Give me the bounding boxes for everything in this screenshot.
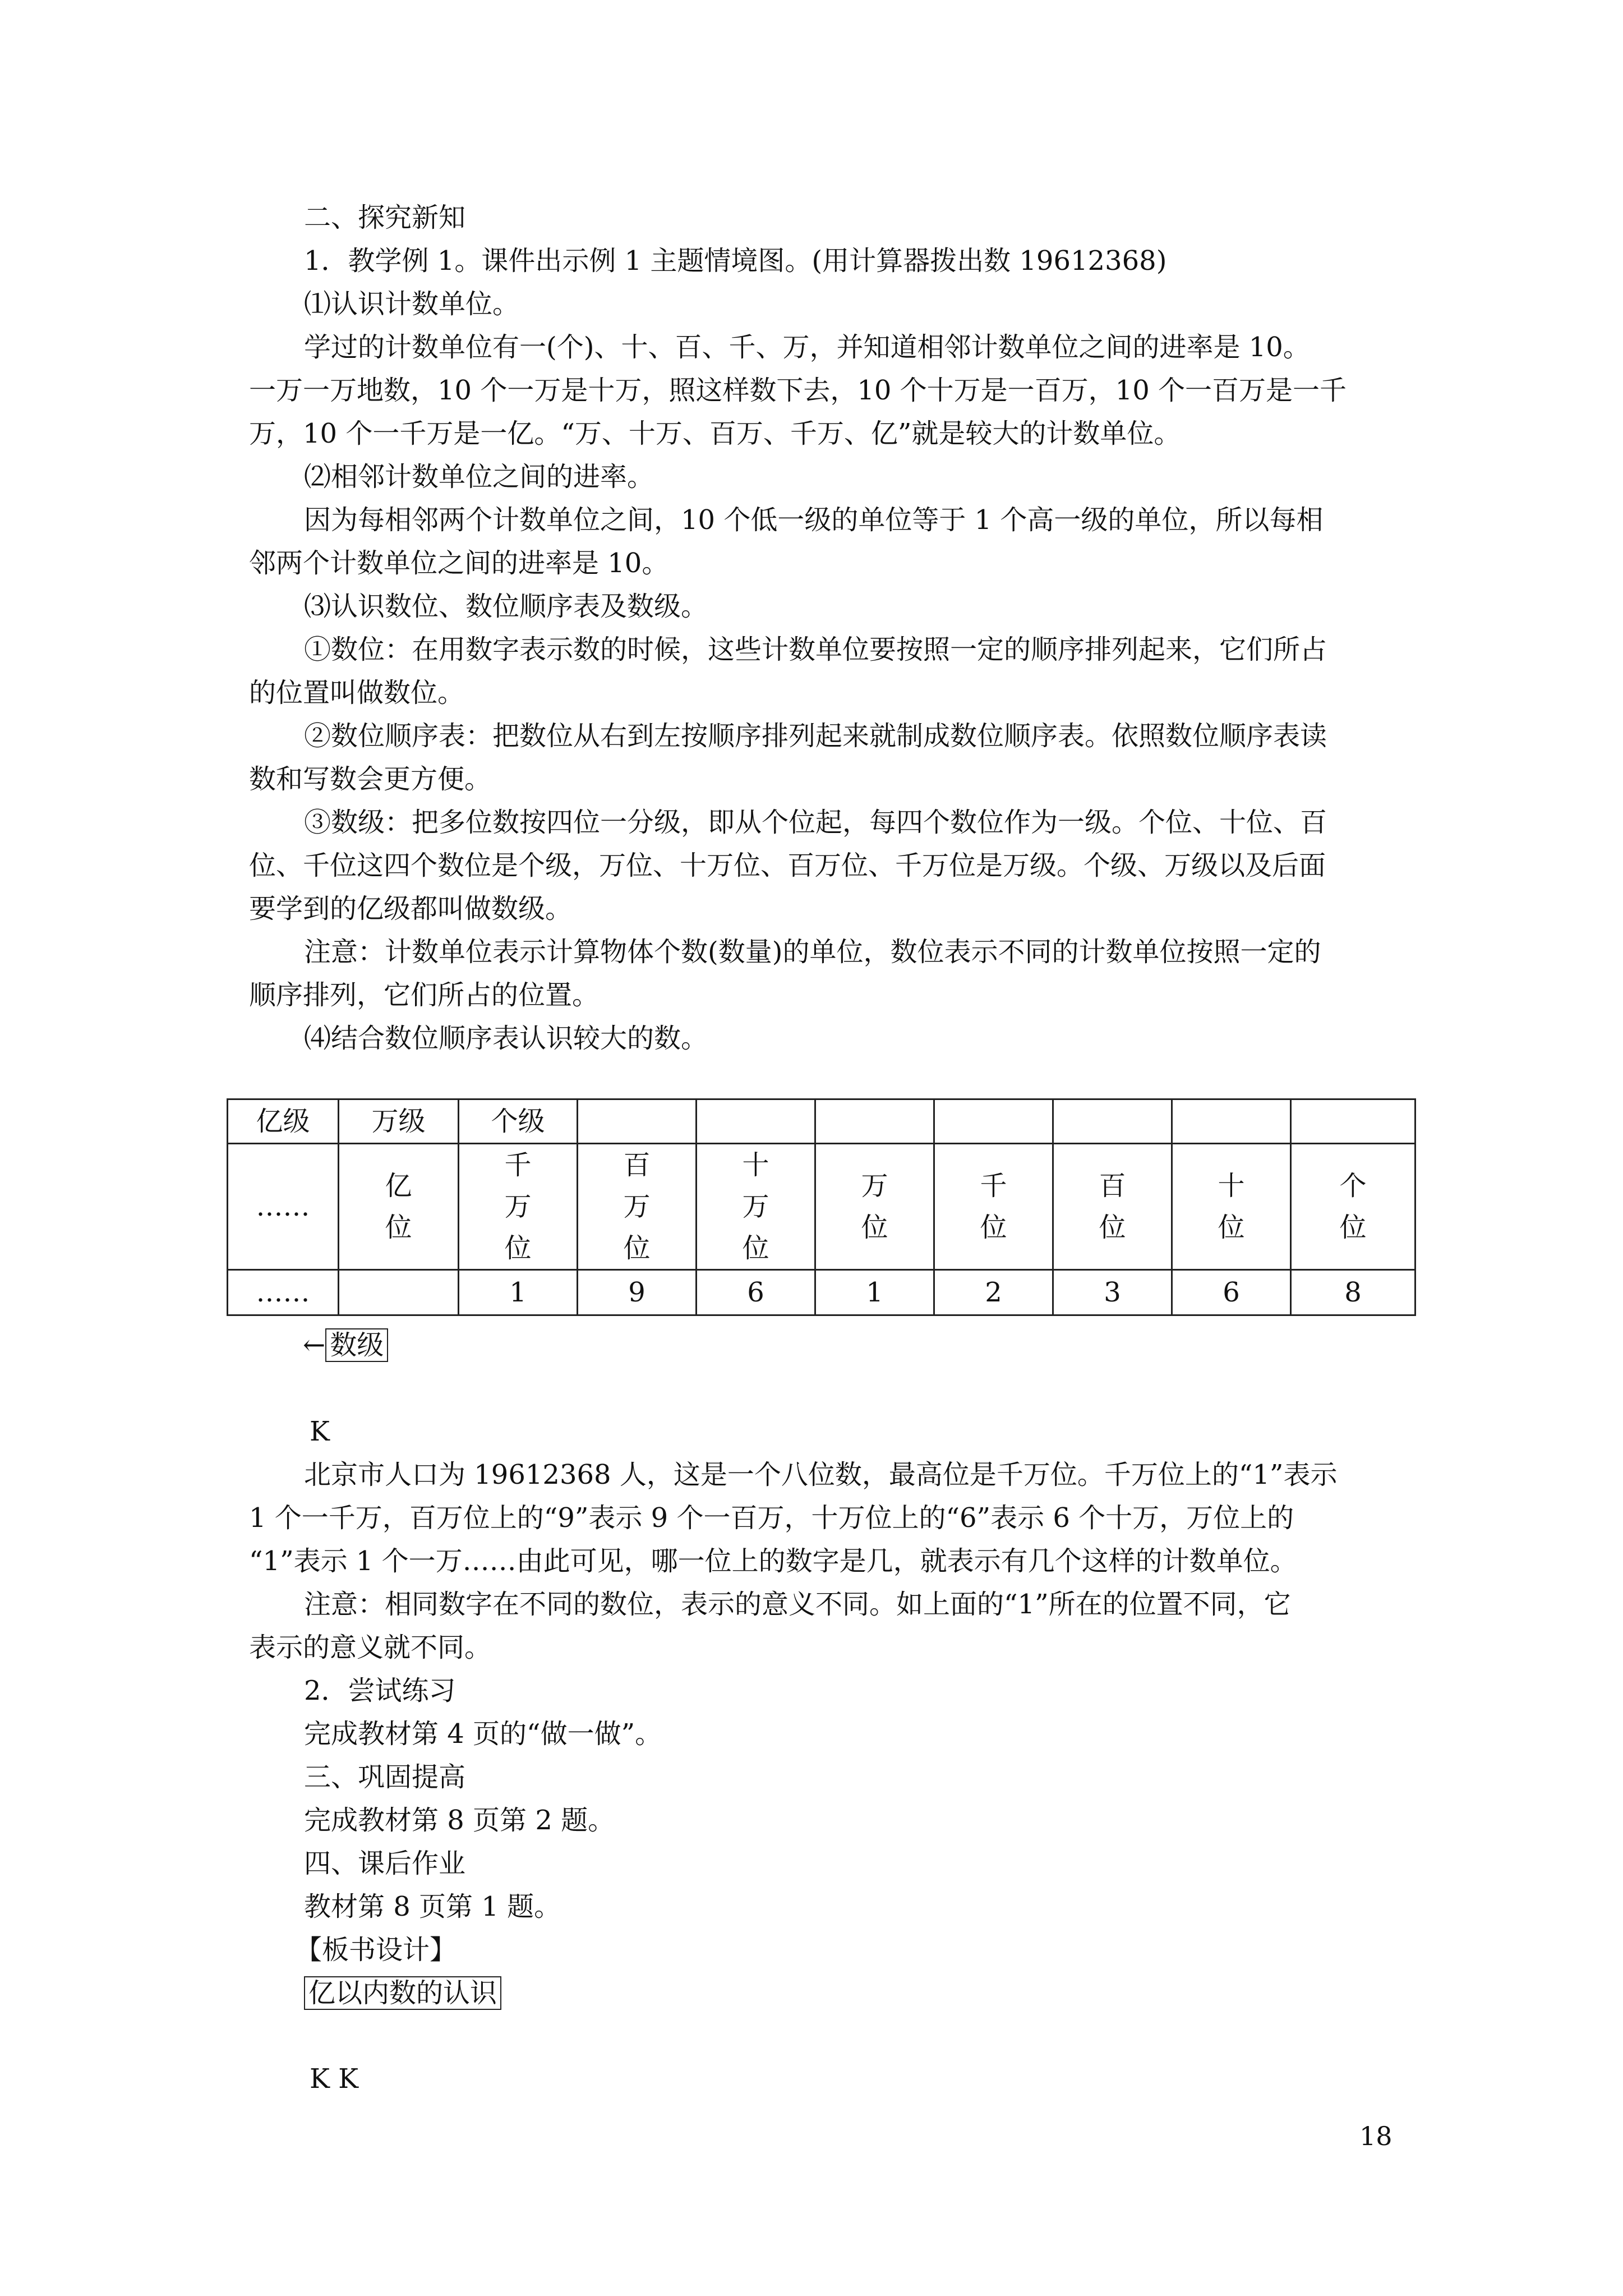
paragraph: 的位置叫做数位。 [249,677,465,708]
section-heading: 三、巩固提高 [304,1761,466,1793]
table-cell: 个级 [459,1099,578,1144]
note: 注意：相同数字在不同的数位，表示的意义不同。如上面的“1”所在的位置不同，它 [304,1589,1291,1620]
table-cell: 9 [578,1270,697,1315]
paragraph: 1．教学例 1。课件出示例 1 主题情境图。(用计算器拨出数 19612368) [304,245,1167,277]
table-cell [934,1099,1053,1144]
place-label: 十 位 [1218,1170,1245,1243]
paragraph: 教材第 8 页第 1 题。 [304,1891,561,1922]
paragraph: 完成教材第 4 页的“做一做”。 [304,1718,662,1750]
paragraph: 完成教材第 8 页第 2 题。 [304,1805,615,1836]
note: 注意：计数单位表示计算物体个数(数量)的单位，数位表示不同的计数单位按照一定的 [304,936,1321,968]
table-cell [459,1144,578,1270]
table-cell [1172,1144,1291,1270]
board-title [304,1976,501,2010]
table-cell [339,1270,459,1315]
table-cell: 3 [1053,1270,1172,1315]
place-label: 亿 位 [385,1170,412,1243]
table-cell [1053,1099,1172,1144]
place-label: 百 位 [1099,1170,1126,1243]
table-cell [339,1144,459,1270]
note: 表示的意义就不同。 [249,1632,492,1663]
paragraph: “1”表示 1 个一万……由此可见，哪一位上的数字是几，就表示有几个这样的计数单位。 [249,1545,1297,1577]
note: 顺序排列，它们所占的位置。 [249,979,600,1011]
table-cell: …… [228,1144,339,1270]
table-cell: 2 [934,1270,1053,1315]
paragraph: 邻两个计数单位之间的进率是 10。 [249,547,669,579]
paragraph: 数和写数会更方便。 [249,763,492,795]
boxed-title: 亿以内数的认识 [304,1976,501,2010]
subheading: ⑷结合数位顺序表认识较大的数。 [304,1023,708,1054]
paragraph: 位、千位这四个数位是个级，万位、十万位、百万位、千万位是万级。个级、万级以及后面 [249,850,1326,881]
paragraph: ①数位：在用数字表示数的时候，这些计数单位要按照一定的顺序排列起来，它们所占 [304,634,1327,665]
section-heading: 二、探究新知 [304,202,466,233]
table-cell: 亿级 [228,1099,339,1144]
table-row [228,1270,1415,1315]
paragraph: 万，10 个一千万是一亿。“万、十万、百万、千万、亿”就是较大的计数单位。 [249,418,1181,449]
table-cell [1291,1144,1415,1270]
placeholder-mark: K K [310,2063,358,2095]
table-cell [578,1144,697,1270]
subheading: ⑴认识计数单位。 [304,288,520,320]
subheading: 2．尝试练习 [304,1675,456,1706]
table-cell [697,1144,815,1270]
left-arrow-icon: ← [303,1329,326,1361]
table-cell: 6 [1172,1270,1291,1315]
paragraph: 要学到的亿级都叫做数级。 [249,893,573,924]
table-cell [1053,1144,1172,1270]
table-row [228,1099,1415,1144]
paragraph: 1 个一千万，百万位上的“9”表示 9 个一百万，十万位上的“6”表示 6 个十万，万位上的 [249,1502,1294,1534]
paragraph: 一万一万地数，10 个一万是十万，照这样数下去，10 个十万是一百万，10 个一百万是一千 [249,375,1347,406]
table-cell: 1 [459,1270,578,1315]
place-label: 万 位 [861,1170,888,1243]
table-cell: 6 [697,1270,815,1315]
level-arrow-label [303,1328,388,1362]
place-value-table [227,1098,1416,1316]
paragraph: 北京市人口为 19612368 人，这是一个八位数，最高位是千万位。千万位上的“1”表示 [304,1459,1338,1490]
table-cell [815,1099,934,1144]
page-number: 18 [1359,2121,1393,2151]
table-cell [815,1144,934,1270]
place-label: 千 位 [980,1170,1007,1243]
place-label: 个 位 [1339,1170,1367,1243]
table-cell [578,1099,697,1144]
table-cell: 万级 [339,1099,459,1144]
paragraph: 学过的计数单位有一(个)、十、百、千、万，并知道相邻计数单位之间的进率是 10。 [304,332,1310,363]
subheading: ⑶认识数位、数位顺序表及数级。 [304,591,708,622]
subheading: ⑵相邻计数单位之间的进率。 [304,461,654,493]
section-heading: 【板书设计】 [295,1934,457,1966]
section-heading: 四、课后作业 [304,1848,466,1879]
table-cell [697,1099,815,1144]
table-cell: 8 [1291,1270,1415,1315]
place-label: 千 万 位 [504,1149,532,1264]
paragraph: ③数级：把多位数按四位一分级，即从个位起，每四个数位作为一级。个位、十位、百 [304,807,1327,838]
boxed-label: 数级 [325,1328,388,1362]
paragraph: ②数位顺序表：把数位从右到左按顺序排列起来就制成数位顺序表。依照数位顺序表读 [304,720,1327,752]
placeholder-mark: K [310,1416,330,1447]
table-cell: …… [228,1270,339,1315]
table-cell: 1 [815,1270,934,1315]
table-cell [1291,1099,1415,1144]
table-cell [1172,1099,1291,1144]
table-cell [934,1144,1053,1270]
paragraph: 因为每相邻两个计数单位之间，10 个低一级的单位等于 1 个高一级的单位，所以每相 [304,504,1324,536]
table-row [228,1144,1415,1270]
place-label: 百 万 位 [623,1149,651,1264]
place-label: 十 万 位 [742,1149,769,1264]
